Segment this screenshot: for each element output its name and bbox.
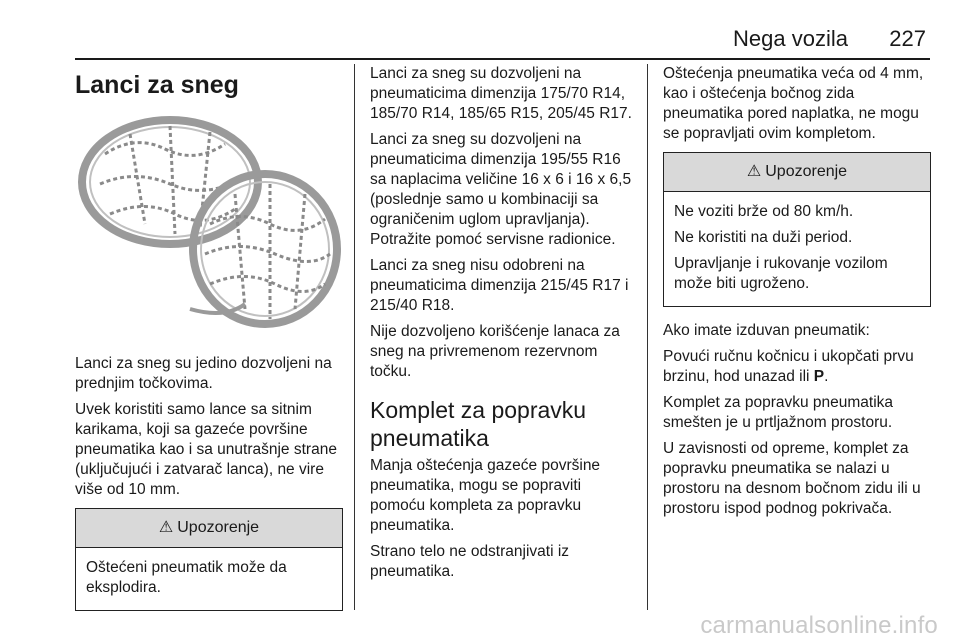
- text-run: .: [824, 368, 829, 385]
- paragraph: Strano telo ne odstranjivati iz pneumatika.: [370, 543, 570, 580]
- page-number: 227: [889, 26, 926, 51]
- column-divider: [354, 64, 355, 610]
- paragraph: Lanci za sneg nisu odobreni na pneumaticima dimenzija 215/45 R17 i 215/40 R18.: [370, 257, 629, 314]
- column-left: [75, 64, 343, 625]
- paragraph: Komplet za popravku pneumatika smešten je u prtljažnom prostoru.: [663, 394, 894, 431]
- warning-text: Upravljanje i rukovanje vozilom može biti ugroženo.: [674, 255, 888, 292]
- warning-box: [663, 152, 931, 307]
- paragraph: Oštećenja pneumatika veća od 4 mm, kao i oštećenja bočnog zida pneumatika pored naplatka, ne mogu se popravljati ovim kompletom.: [663, 65, 924, 142]
- bold-text: P: [813, 368, 825, 385]
- warning-text: Ne voziti brže od 80 km/h.: [674, 203, 854, 220]
- snow-chains-illustration-icon: [75, 114, 343, 334]
- paragraph: U zavisnosti od opreme, komplet za popravku pneumatika se nalazi u prostoru na desnom bočnom zidu ili u prostoru ispod podnog pokrivača.: [663, 440, 921, 517]
- paragraph: Nije dozvoljeno korišćenje lanaca za sneg na privremenom rezervnom točku.: [370, 323, 620, 380]
- paragraph: Manja oštećenja gazeće površine pneumatika, mogu se popraviti pomoću kompleta za popravku pneumatika.: [370, 457, 601, 534]
- warning-triangle-icon: ⚠: [746, 163, 762, 180]
- warning-text: Oštećeni pneumatik može da eksplodira.: [86, 559, 287, 596]
- section-title: Nega vozila: [733, 26, 848, 51]
- page-header: [660, 24, 930, 56]
- paragraph: Ako imate izduvan pneumatik:: [663, 322, 870, 339]
- warning-box: [75, 508, 343, 611]
- warning-body: [76, 548, 342, 610]
- paragraph: Uvek koristiti samo lance sa sitnim karikama, koji sa gazeće površine pneumatika kao i sa unutrašnje strane (uključujući i zatvarač lanca), ne vire više od 10 mm.: [75, 401, 337, 498]
- paragraph: Lanci za sneg su jedino dozvoljeni na prednjim točkovima.: [75, 355, 332, 392]
- warning-header: [76, 509, 342, 548]
- column-right: [663, 64, 931, 525]
- column-middle: [370, 64, 638, 588]
- warning-triangle-icon: ⚠: [158, 519, 174, 536]
- warning-title: Upozorenje: [765, 163, 848, 180]
- column-divider: [647, 64, 648, 610]
- snow-chains-figure: [75, 114, 343, 334]
- header-divider: [75, 58, 930, 60]
- warning-header: [664, 153, 930, 192]
- warning-title: Upozorenje: [177, 519, 260, 536]
- page-heading: Lanci za sneg: [75, 71, 239, 99]
- paragraph: Lanci za sneg su dozvoljeni na pneumaticima dimenzija 175/70 R14, 185/70 R14, 185/65 R15, 205/45 R17.: [370, 65, 632, 122]
- paragraph: Lanci za sneg su dozvoljeni na pneumaticima dimenzija 195/55 R16 sa naplacima veličine 16 x 6 i 16 x 6,5 (poslednje samo u kombinaciji sa ograničenim uglom upravljanja). Potražite pomoć servisne radionice.: [370, 131, 632, 248]
- watermark: carmanualsonline.info: [700, 612, 938, 639]
- text-run: Povući ručnu kočnicu i ukopčati prvu brzinu, hod unazad ili: [663, 348, 914, 385]
- warning-body: [664, 192, 930, 306]
- section-heading: Komplet za popravku pneumatika: [370, 397, 587, 451]
- paragraph: [663, 347, 931, 387]
- warning-text: Ne koristiti na duži period.: [674, 229, 853, 246]
